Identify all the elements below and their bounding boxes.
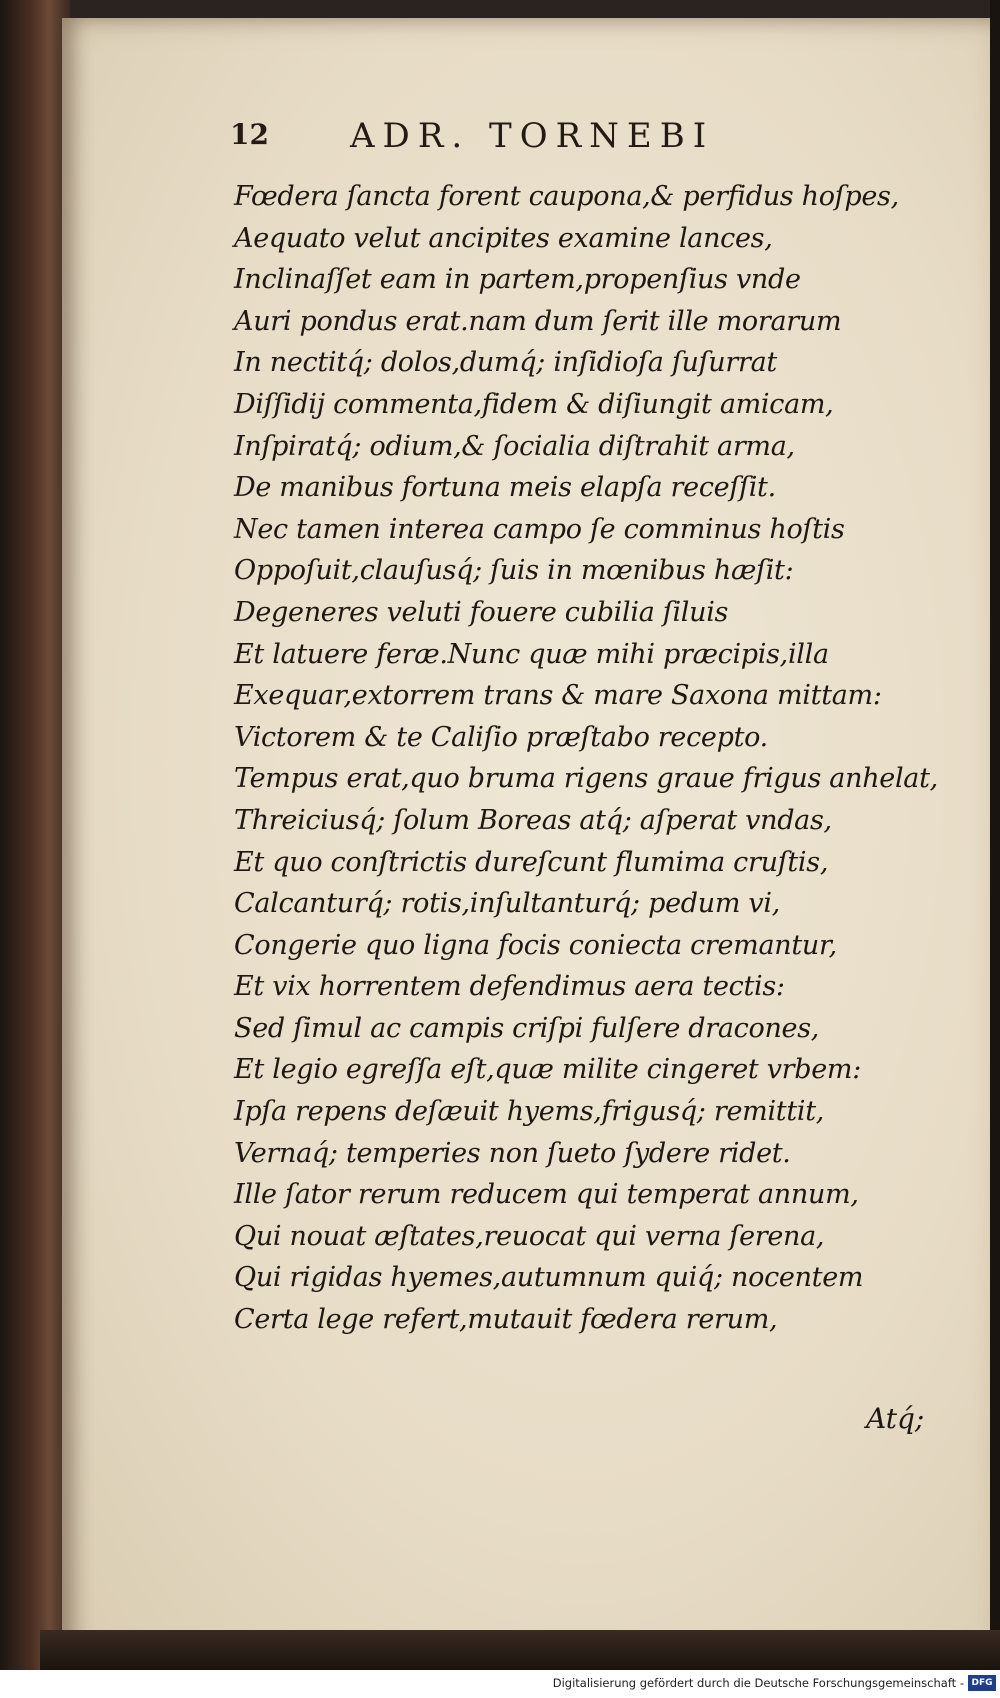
page-header — [230, 118, 930, 162]
page-number: 12 — [230, 118, 269, 151]
digitization-footer — [0, 1670, 1000, 1698]
verse-line: Qui nouat æſtates,reuocat qui verna ſerena, — [234, 1220, 825, 1252]
page-right-edge — [990, 0, 1000, 1670]
verse-line: Tempus erat,quo bruma rigens graue frigus anhelat, — [234, 763, 938, 795]
verse-line: Nec tamen interea campo ſe comminus hoſtis — [234, 513, 845, 545]
verse-line: Ille ſator rerum reducem qui temperat annum, — [234, 1179, 859, 1211]
running-head: ADR. TORNEBI — [350, 116, 715, 156]
verse-line: Calcanturq́; rotis,inſultanturq́; pedum vi, — [234, 888, 780, 920]
page-bottom-edge — [40, 1630, 1000, 1670]
verse-line: Ipſa repens deſæuit hyems,frigusq́; remittit, — [234, 1096, 825, 1128]
verse-line: Certa lege refert,mutauit fœdera rerum, — [234, 1304, 778, 1336]
verse-line: Fœdera ſancta forent caupona,& perfidus hoſpes, — [234, 181, 899, 212]
verse-line: Congerie quo ligna focis coniecta cremantur, — [234, 929, 837, 961]
verse-line: Degeneres veluti fouere cubilia ſiluis — [234, 596, 729, 628]
verse-line: Et latuere feræ.Nunc quæ mihi præcipis,illa — [234, 638, 829, 670]
verse-line: Inſpiratq́; odium,& ſocialia diſtrahit arma, — [234, 430, 795, 462]
verse-line: Sed ſimul ac campis criſpi fulſere dracones, — [234, 1012, 820, 1044]
verse-line: Et vix horrentem defendimus aera tectis: — [234, 971, 785, 1003]
verse-line: Inclinaſſet eam in partem,propenſius vnde — [234, 264, 801, 296]
verse-line: De manibus fortuna meis elapſa receſſit. — [234, 472, 776, 504]
verse-line: Et quo conſtrictis dureſcunt flumima cruſtis, — [234, 846, 829, 878]
verse-line: Victorem & te Caliſio præſtabo recepto. — [234, 721, 768, 753]
dfg-logo: DFG — [968, 1675, 996, 1691]
digitization-credit: Digitalisierung gefördert durch die Deutsche Forschungsgemeinschaft - — [552, 1676, 964, 1690]
catchword: Atq́; — [866, 1402, 925, 1435]
verse-line: In nectitq́; dolos,dumq́; inſidioſa ſuſurrat — [234, 347, 777, 379]
verse-line: Aequato velut ancipites examine lances, — [234, 222, 773, 254]
verse-line: Oppoſuit,clauſusq́; ſuis in mœnibus hæſit: — [234, 555, 794, 587]
verse-line: Auri pondus erat.nam dum ſerit ille morarum — [234, 305, 842, 337]
verse-lines — [234, 176, 954, 1341]
book-binding-edge — [0, 0, 70, 1698]
verse-line: Qui rigidas hyemes,autumnum quiq́; nocentem — [234, 1262, 864, 1294]
verse-line: Vernaq́; temperies non ſueto ſydere ridet. — [234, 1137, 791, 1169]
verse-line: Diſſidij commenta,fidem & diſiungit amicam, — [234, 388, 834, 420]
verse-line: Threiciusq́; ſolum Boreas atq́; aſperat vndas, — [234, 804, 832, 836]
verse-line: Et legio egreſſa eſt,quæ milite cingeret vrbem: — [234, 1054, 862, 1086]
verse-line: Exequar,extorrem trans & mare Saxona mittam: — [234, 680, 882, 712]
